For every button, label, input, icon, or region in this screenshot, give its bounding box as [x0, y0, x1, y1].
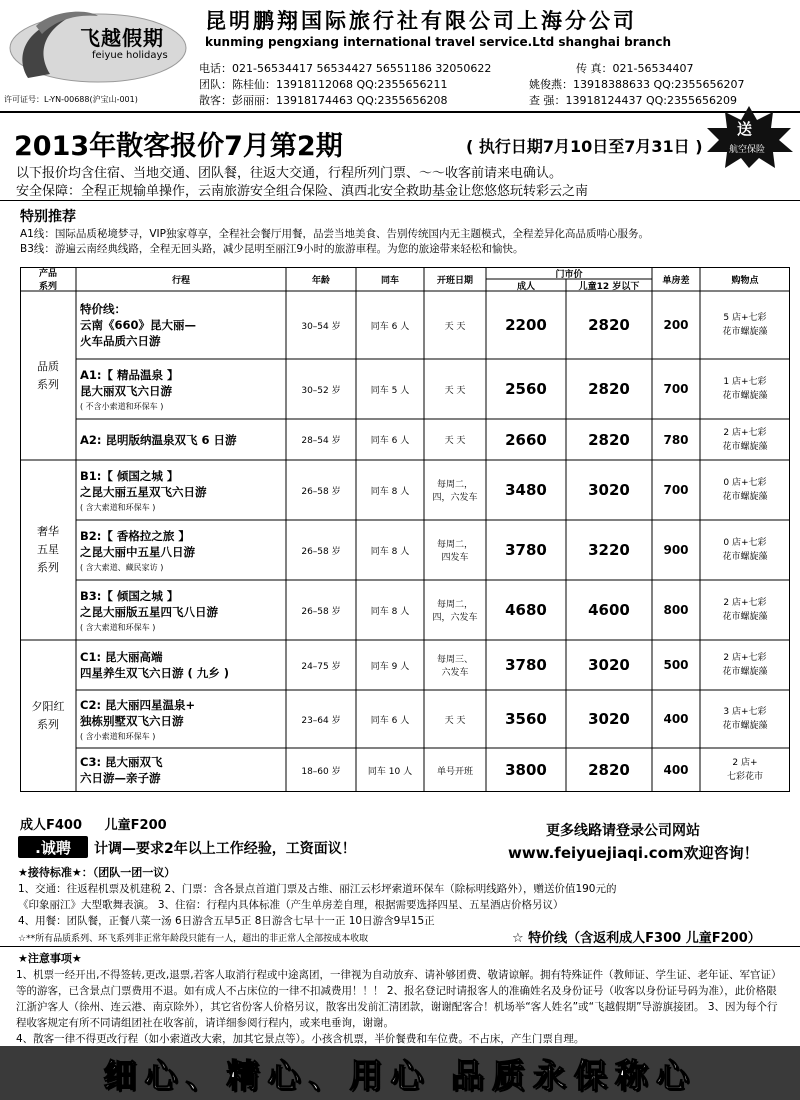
table-row-route: B1:【 倾国之城 】 之昆大丽五星双飞六日游 ( 含大索道和环保车 ): [80, 468, 207, 512]
table-row-child-price: 2820: [588, 316, 630, 334]
table-row-route: A1:【 精品温泉 】 昆大丽双飞六日游 ( 不含小索道和环保车 ): [80, 367, 179, 411]
table-row-departure: 天 天: [444, 436, 466, 446]
table-row-departure: 天 天: [444, 321, 466, 332]
table-row-adult-price: 2560: [505, 380, 547, 398]
table-row-route: 特价线： 云南《660》昆大丽— 火车品质六日游: [80, 302, 197, 348]
table-row-age: 28–54 岁: [301, 436, 341, 446]
table-row-child-price: 3020: [588, 656, 630, 674]
table-row-route: C1: 昆大丽高端 四星养生双飞六日游 ( 九乡 ): [80, 650, 230, 680]
header-category: 产品 系列: [38, 269, 57, 292]
reception-line-3: 4、用餐：团队餐，正餐八菜一汤 6日游含五早5正 8日游含七早十一正 10日游含9早15正: [18, 915, 435, 927]
table-row-shopping: 2 店+七彩 花市螺旋藻: [722, 427, 768, 452]
table-row-age: 30–54 岁: [301, 321, 341, 332]
notice-title: ★注意事项★: [18, 952, 82, 965]
age-note: ☆**所有品质系列、环飞系列非正常年龄段只能有一人，超出的非正常人全部按成本收取: [18, 934, 369, 944]
table-row-car: 同车 8 人: [370, 606, 410, 617]
notice-paragraph: 4、散客一律不得更改行程（如小索道改大索，加其它景点等）。小孩含机票，半价餐费和车位费。不占床，产生门票自理。: [16, 1033, 585, 1045]
website-link[interactable]: www.feiyuejiaqi.com欢迎咨询！: [508, 844, 759, 862]
fare-f-values: 成人F400 儿童F200: [20, 818, 167, 833]
reception-line-2: 《印象丽江》大型歌舞表演。 3、住宿：行程内具体标准（产生单房差自理，根据需要选择四星、五星酒店价格另议）: [18, 899, 564, 911]
table-row-shopping: 1 店+七彩 花市螺旋藻: [722, 377, 768, 401]
table-row-single: 500: [663, 658, 689, 672]
table-row-car: 同车 6 人: [370, 436, 410, 446]
table-row-route: A2: 昆明版纳温泉双飞 6 日游: [80, 432, 237, 447]
table-row-shopping: 2 店+七彩 花市螺旋藻: [722, 598, 768, 622]
more-routes-text: 更多线路请登录公司网站: [546, 823, 700, 839]
table-row-car: 同车 8 人: [370, 546, 410, 557]
table-row-route: B2:【 香格拉之旅 】 之昆大丽中五星八日游 ( 含大索道、藏民家访 ): [80, 528, 195, 572]
logo-subtitle: feiyue holidays: [92, 50, 168, 61]
hiring-badge: .诚聘: [18, 836, 88, 858]
table-row-car: 同车 6 人: [370, 321, 410, 332]
table-row-adult-price: 3480: [505, 481, 547, 499]
table-row-departure: 每周二， 四发车: [436, 540, 473, 563]
table-row-car: 同车 6 人: [370, 715, 410, 726]
gift-badge: [703, 106, 795, 168]
table-row-single: 900: [663, 543, 689, 557]
table-row-age: 30–52 岁: [301, 385, 341, 396]
table-row-adult-price: 2660: [505, 430, 547, 449]
header-car: 同车: [380, 275, 399, 286]
category-quality: 品质 系列: [37, 359, 59, 391]
table-row-age: 26–58 岁: [301, 546, 341, 557]
table-row-child-price: 2820: [588, 380, 630, 398]
header-route: 行程: [171, 275, 190, 286]
table-row-route: C3: 昆大丽双飞 六日游—亲子游: [80, 755, 163, 785]
table-row-adult-price: 3560: [505, 710, 547, 728]
intro-line-2: 安全保障：全程正规输单操作，云南旅游安全组合保险、滇西北安全救助基金让您悠悠玩转彩云之南: [16, 184, 589, 199]
table-row-age: 24–75 岁: [301, 661, 341, 672]
category-senior: 夕阳红 系列: [31, 700, 65, 731]
price-table: [20, 267, 790, 792]
table-row-adult-price: 3800: [505, 761, 547, 779]
table-row-child-price: 2820: [588, 430, 630, 449]
intro-divider: [0, 200, 800, 201]
table-row-departure: 每周二， 四，六发车: [432, 480, 478, 503]
contact-cha: 查 强：13918124437 QQ:2355656209: [529, 94, 737, 107]
reception-line-1: 1、交通：往返程机票及机建税 2、门票：含各景点首道门票及古维、丽江云杉坪索道环保车（除标明线路外），赠送价值190元的: [18, 883, 617, 895]
contact-group: 团队：陈桂仙：13918112068 QQ:2355656211: [199, 78, 448, 91]
table-row-age: 18–60 岁: [301, 766, 341, 777]
table-row-shopping: 2 店+ 七彩花市: [726, 758, 763, 782]
header-age: 年龄: [311, 275, 330, 286]
table-row-shopping: 0 店+七彩 花市螺旋藻: [722, 478, 768, 502]
table-row-adult-price: 4680: [505, 601, 547, 619]
notice-body: [16, 967, 786, 1047]
special-return-note: ☆ 特价线（含返利成人F300 儿童F200）: [512, 931, 761, 946]
table-row-shopping: 0 店+七彩 花市螺旋藻: [722, 538, 768, 562]
company-name-cn: 昆明鹏翔国际旅行社有限公司上海分公司: [205, 8, 637, 33]
table-row-age: 26–58 岁: [301, 486, 341, 497]
table-row-single: 200: [663, 318, 689, 332]
table-row-departure: 天 天: [444, 715, 466, 726]
table-row-departure: 每周三、 六发车: [436, 655, 473, 678]
table-row-single: 800: [663, 603, 689, 617]
slogan-text: 细心、精心、用心 品质永保称心: [103, 1055, 697, 1095]
table-row-child-price: 3020: [588, 481, 630, 499]
hiring-text: 计调—要求2年以上工作经验，工资面议！: [94, 841, 356, 857]
special-recommend-title: 特别推荐: [20, 209, 76, 225]
table-row-child-price: 4600: [588, 601, 630, 619]
table-row-adult-price: 3780: [505, 541, 547, 559]
special-b3: B3线：游遍云南经典线路，全程无回头路，减少昆明至丽江9小时的旅游車程。为您的旅途带来轻松和愉快。: [20, 243, 524, 255]
header-single: 单房差: [662, 275, 690, 286]
table-row-age: 26–58 岁: [301, 606, 341, 617]
execution-period: ( 执行日期7月10日至7月31日 ): [466, 137, 703, 156]
intro-line-1: 以下报价均含住宿、当地交通、团队餐，往返大交通，行程所列门票、～～收客前请来电确认。: [16, 166, 563, 181]
header-adult: 成人: [516, 281, 535, 292]
table-row-age: 23–64 岁: [301, 715, 341, 726]
table-row-child-price: 3220: [588, 541, 630, 559]
table-row-route: B3:【 倾国之城 】 之昆大丽版五星四飞八日游 ( 含大索道和环保车 ): [80, 588, 218, 632]
slogan-banner: [0, 1046, 800, 1100]
table-row-single: 780: [663, 432, 689, 447]
table-row-adult-price: 3780: [505, 656, 547, 674]
contact-individual: 散客：彭丽丽：13918174463 QQ:2355656208: [199, 94, 448, 107]
header-divider: [0, 111, 800, 113]
table-row-car: 同车 5 人: [370, 385, 410, 396]
table-row-single: 400: [663, 763, 689, 777]
reception-standard-title: ★接待标准★：（团队一团一议）: [18, 866, 176, 879]
contact-phone: 电话：021-56534417 56534427 56551186 32050622: [199, 62, 492, 75]
contact-fax: 传 真：021-56534407: [576, 62, 694, 75]
notice-divider: [0, 946, 800, 947]
table-row-car: 同车 10 人: [367, 766, 413, 777]
table-row-departure: 每周二， 四，六发车: [432, 600, 478, 623]
company-name-en: kunming pengxiang international travel service.Ltd shanghai branch: [205, 35, 671, 49]
special-a1: A1线：国际品质秘境梦寻，VIP独家尊享，全程社会餐厅用餐，品尝当地美食、告别传统国内无主题模式，全程差异化高品质啃心服务。: [20, 228, 649, 240]
table-row-departure: 天 天: [444, 385, 466, 396]
contact-yao: 姚俊燕：13918388633 QQ:2355656207: [529, 78, 745, 91]
table-row-route: C2: 昆大丽四星温泉+ 独栋别墅双飞六日游 ( 含小索道和环保车 ): [80, 697, 196, 741]
table-row-shopping: 5 店+七彩 花市螺旋藻: [722, 313, 768, 337]
table-row-single: 700: [663, 382, 689, 396]
license-number: 许可证号：L-YN-00688(沪宝山-001): [4, 95, 138, 104]
table-row-shopping: 3 店+七彩 花市螺旋藻: [722, 707, 768, 731]
header-price: 门市价: [555, 269, 583, 280]
table-row-single: 700: [663, 483, 689, 497]
header-departure: 开班日期: [436, 275, 473, 286]
notice-paragraph: 1、机票一经开出,不得签转,更改,退票,若客人取消行程或中途离团，一律视为自动放弃、请补够团费、敬请谅解。拥有特殊证件（教师证、学生证、老年证、军官证）等的游客，已含景点门票费用不退。如有成人不占床位的一律不扣减费用！！！ 2、报名登记时请报客人的准确姓名及身份证号（收客以身份证号码为准），此价格限江浙沪客人（徐州、连云港、南京除外），其它省份客人价格另议，散客出发前汇清团款，谢谢配客合！机场举“客人姓名”或“飞越假期”导游旗接团。 3、因为每个行程收客规定有所不同请组团社在收客前，请详细参阅行程内，或来电垂询，谢谢。: [16, 969, 782, 1029]
gift-insurance: 航空保险: [729, 145, 766, 155]
table-row-child-price: 3020: [588, 710, 630, 728]
header-shopping: 购物点: [731, 275, 759, 286]
table-row-shopping: 2 店+七彩 花市螺旋藻: [722, 653, 768, 677]
table-row-adult-price: 2200: [505, 316, 547, 334]
category-luxury: 奢华 五星 系列: [37, 525, 59, 574]
table-row-departure: 单号开班: [436, 766, 473, 777]
page-title: 2013年散客报价7月第2期: [14, 131, 343, 162]
gift-label: 送: [737, 120, 753, 138]
table-row-single: 400: [663, 712, 689, 726]
header-child: 儿童12 岁以下: [578, 281, 640, 292]
table-row-child-price: 2820: [588, 761, 630, 779]
logo-title: 飞越假期: [80, 26, 164, 50]
table-row-car: 同车 8 人: [370, 486, 410, 497]
table-row-car: 同车 9 人: [370, 661, 410, 672]
